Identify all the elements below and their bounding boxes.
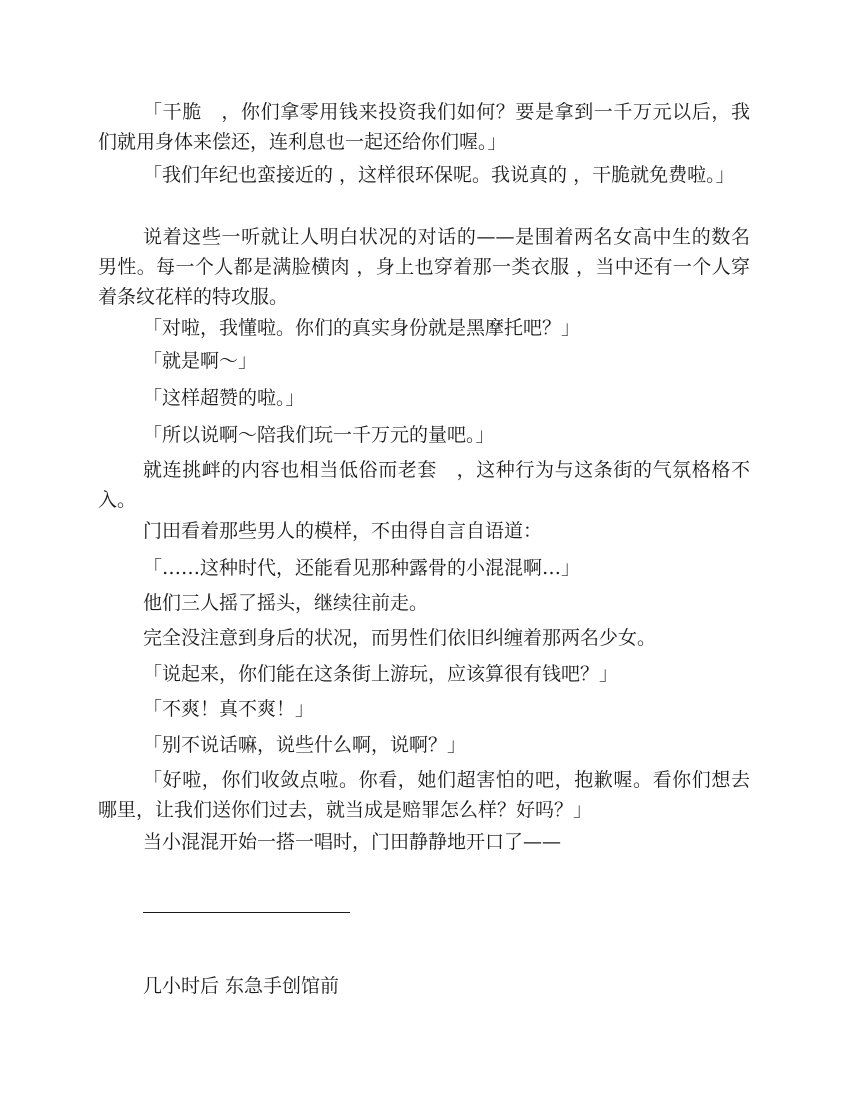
section-divider [143,912,350,913]
paragraph-9: 门田看着那些男人的模样，不由得自言自语道： [143,520,543,542]
paragraph-14: 「不爽！真不爽！」 [143,698,315,720]
paragraph-10: 「……这种时代，还能看见那种露骨的小混混啊…」 [143,557,581,579]
paragraph-7: 「所以说啊～陪我们玩一千万元的量吧。」 [143,424,495,446]
paragraph-15: 「别不说话嘛，说些什么啊，说啊？」 [143,734,467,756]
paragraph-8: 就连挑衅的内容也相当低俗而老套 ，这种行为与这条街的气氛格格不入。 [98,459,750,511]
paragraph-3: 说着这些一听就让人明白状况的对话的——是围着两名女高中生的数名男性。每一个人都是满脸横肉 ，身上也穿着那一类衣服 ，当中还有一个人穿着条纹花样的特攻服。 [98,226,750,308]
paragraph-1: 「干脆 ，你们拿零用钱来投资我们如何？要是拿到一千万元以后，我们就用身体来偿还，连利息也一起还给你们喔。」 [98,101,750,153]
paragraph-12: 完全没注意到身后的状况，而男性们依旧纠缠着那两名少女。 [143,627,657,649]
paragraph-6: 「这样超赞的啦。」 [143,387,305,409]
paragraph-5: 「就是啊～」 [143,350,258,372]
paragraph-4: 「对啦，我懂啦。你们的真实身份就是黑摩托吧？」 [143,317,581,339]
paragraph-2: 「我们年纪也蛮接近的 ，这样很环保呢。我说真的 ，干脆就免费啦。」 [143,164,735,186]
paragraph-17: 当小混混开始一搭一唱时，门田静静地开口了—— [143,831,562,853]
scene-heading: 几小时后 东急手创馆前 [143,975,340,997]
paragraph-11: 他们三人摇了摇头，继续往前走。 [143,592,429,614]
paragraph-16: 「好啦，你们收敛点啦。你看，她们超害怕的吧，抱歉喔。看你们想去哪里，让我们送你们过去，就当成是赔罪怎么样？好吗？」 [98,769,750,821]
paragraph-13: 「说起来，你们能在这条街上游玩，应该算很有钱吧？」 [143,663,619,685]
